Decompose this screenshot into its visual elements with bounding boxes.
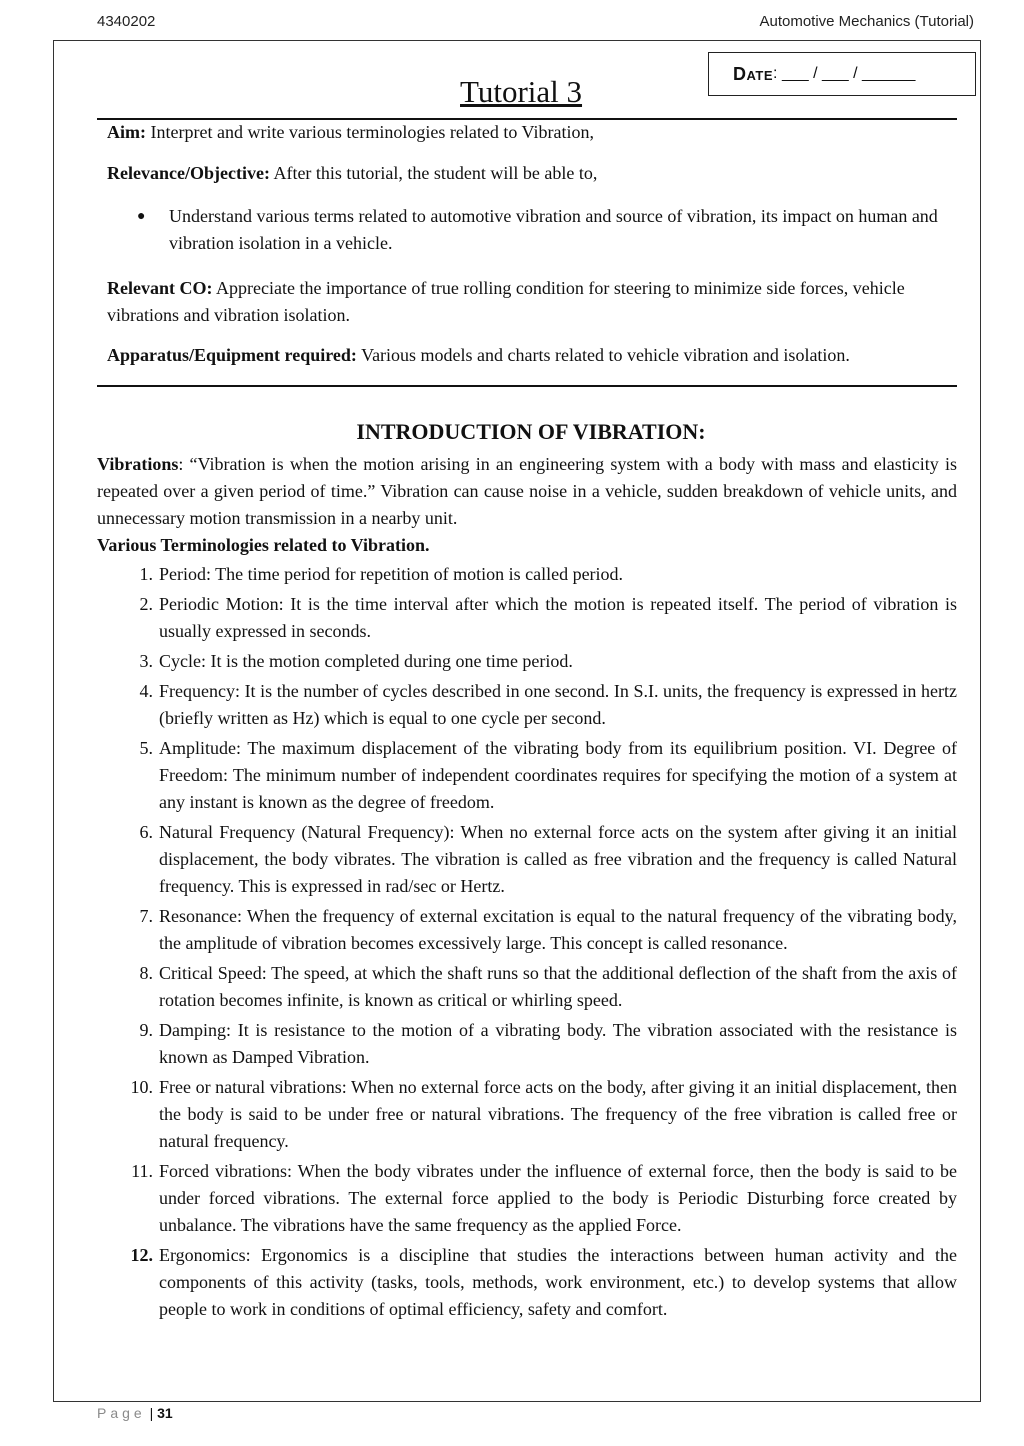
date-box [708,52,976,96]
item-text: Period: The time period for repetition of motion is called period. [159,564,624,584]
list-item [97,1074,957,1155]
item-number: 12. [130,1245,153,1265]
item-text: Resonance: When the frequency of external excitation is equal to the natural frequency of the vibrating body, the amplitude of vibration becomes excessively large. This concept is called resonance. [159,906,957,953]
list-item [97,819,957,900]
item-text: Ergonomics: Ergonomics is a discipline that studies the interactions between human activity and the components of this activity (tasks, tools, methods, work environment, etc.) to develop systems that allow people to work in conditions of optimal efficiency, safety and comfort. [159,1245,957,1319]
item-text: Free or natural vibrations: When no external force acts on the body, after giving it an initial displacement, then the body is said to be under free or natural vibrations. The frequency of the free vibration is called free or natural frequency. [159,1077,957,1151]
page-footer [97,1405,173,1421]
objective-paragraph [107,160,957,187]
aim-label: Aim: [107,122,146,142]
page-separator: | [145,1405,158,1421]
item-text: Critical Speed: The speed, at which the shaft runs so that the additional deflection of the shaft from the axis of rotation becomes infinite, is known as critical or whirling speed. [159,963,957,1010]
objective-text: After this tutorial, the student will be able to, [269,163,598,183]
vibrations-label: Vibrations [97,454,179,474]
terms-heading: Various Terminologies related to Vibration. [97,535,430,555]
list-item [97,591,957,645]
bullet-text: Understand various terms related to automotive vibration and source of vibration, its impact on human and vibration isolation in a vehicle. [169,206,938,253]
aim-text: Interpret and write various terminologies related to Vibration, [146,122,594,142]
date-label: Date [733,63,774,84]
item-number: 6. [139,822,153,842]
introduction-heading: INTRODUCTION OF VIBRATION: [356,419,706,444]
item-text: Periodic Motion: It is the time interval after which the motion is repeated itself. The period of vibration is usually expressed in seconds. [159,594,957,641]
date-blanks: : ___ / ___ / ______ [773,65,916,82]
item-number: 3. [139,651,153,671]
divider-bottom [97,385,957,387]
page-title: Tutorial 3 [460,74,583,109]
apparatus-label: Apparatus/Equipment required: [107,345,357,365]
item-text: Damping: It is resistance to the motion of a vibrating body. The vibration associated with the resistance is known as Damped Vibration. [159,1020,957,1067]
item-text: Natural Frequency (Natural Frequency): When no external force acts on the system after giving it an initial displacement, the body vibrates. The vibration is called as free vibration and the frequency is called Natural frequency. This is expressed in rad/sec or Hertz. [159,822,957,896]
apparatus-text: Various models and charts related to vehicle vibration and isolation. [356,345,850,365]
page-number: 31 [157,1405,173,1421]
item-text: Cycle: It is the motion completed during one time period. [159,651,573,671]
co-label: Relevant CO: [107,278,213,298]
list-item [97,735,957,816]
item-number: 7. [139,906,153,926]
item-text: Frequency: It is the number of cycles described in one second. In S.I. units, the frequency is expressed in hertz (briefly written as Hz) which is equal to one cycle per second. [159,681,957,728]
item-text: Amplitude: The maximum displacement of the vibrating body from its equilibrium position. VI. Degree of Freedom: The minimum number of independent coordinates requires for specifying the motion of a system at any instant is known as the degree of freedom. [159,738,957,812]
item-text: Forced vibrations: When the body vibrates under the influence of external force, then the body is said to be under forced vibrations. The external force applied to the body is Periodic Disturbing force created by unbalance. The vibrations have the same frequency as the applied Force. [159,1161,957,1235]
list-item [97,648,957,675]
item-number: 5. [139,738,153,758]
apparatus-paragraph [107,342,957,369]
list-item [97,1017,957,1071]
item-number: 8. [139,963,153,983]
aim-paragraph [107,119,957,146]
page-label: Page [97,1405,146,1421]
item-number: 11. [131,1161,153,1181]
list-item [97,561,957,588]
vibrations-definition [97,451,957,532]
header-course-title: Automotive Mechanics (Tutorial) [759,13,974,30]
header-course-code: 4340202 [97,13,156,30]
co-text: Appreciate the importance of true rolling condition for steering to minimize side forces, vehicle vibrations and vibration isolation. [107,278,905,325]
objective-bullet [137,203,953,257]
vibrations-text: : “Vibration is when the motion arising in an engineering system with a body with mass and elasticity is repeated over a given period of time.” Vibration can cause noise in a vehicle, sudden breakdown of vehicle units, and unnecessary motion transmission in a nearby unit. [97,454,957,528]
terms-list [97,561,957,1326]
list-item [97,960,957,1014]
list-item [97,678,957,732]
bullet-icon: ● [137,209,146,224]
item-number: 2. [139,594,153,614]
item-number: 10. [130,1077,153,1097]
item-number: 1. [139,564,153,584]
list-item [97,1242,957,1323]
list-item [97,903,957,957]
objective-label: Relevance/Objective: [107,163,270,183]
item-number: 9. [139,1020,153,1040]
co-paragraph [107,275,957,329]
item-number: 4. [139,681,153,701]
list-item [97,1158,957,1239]
